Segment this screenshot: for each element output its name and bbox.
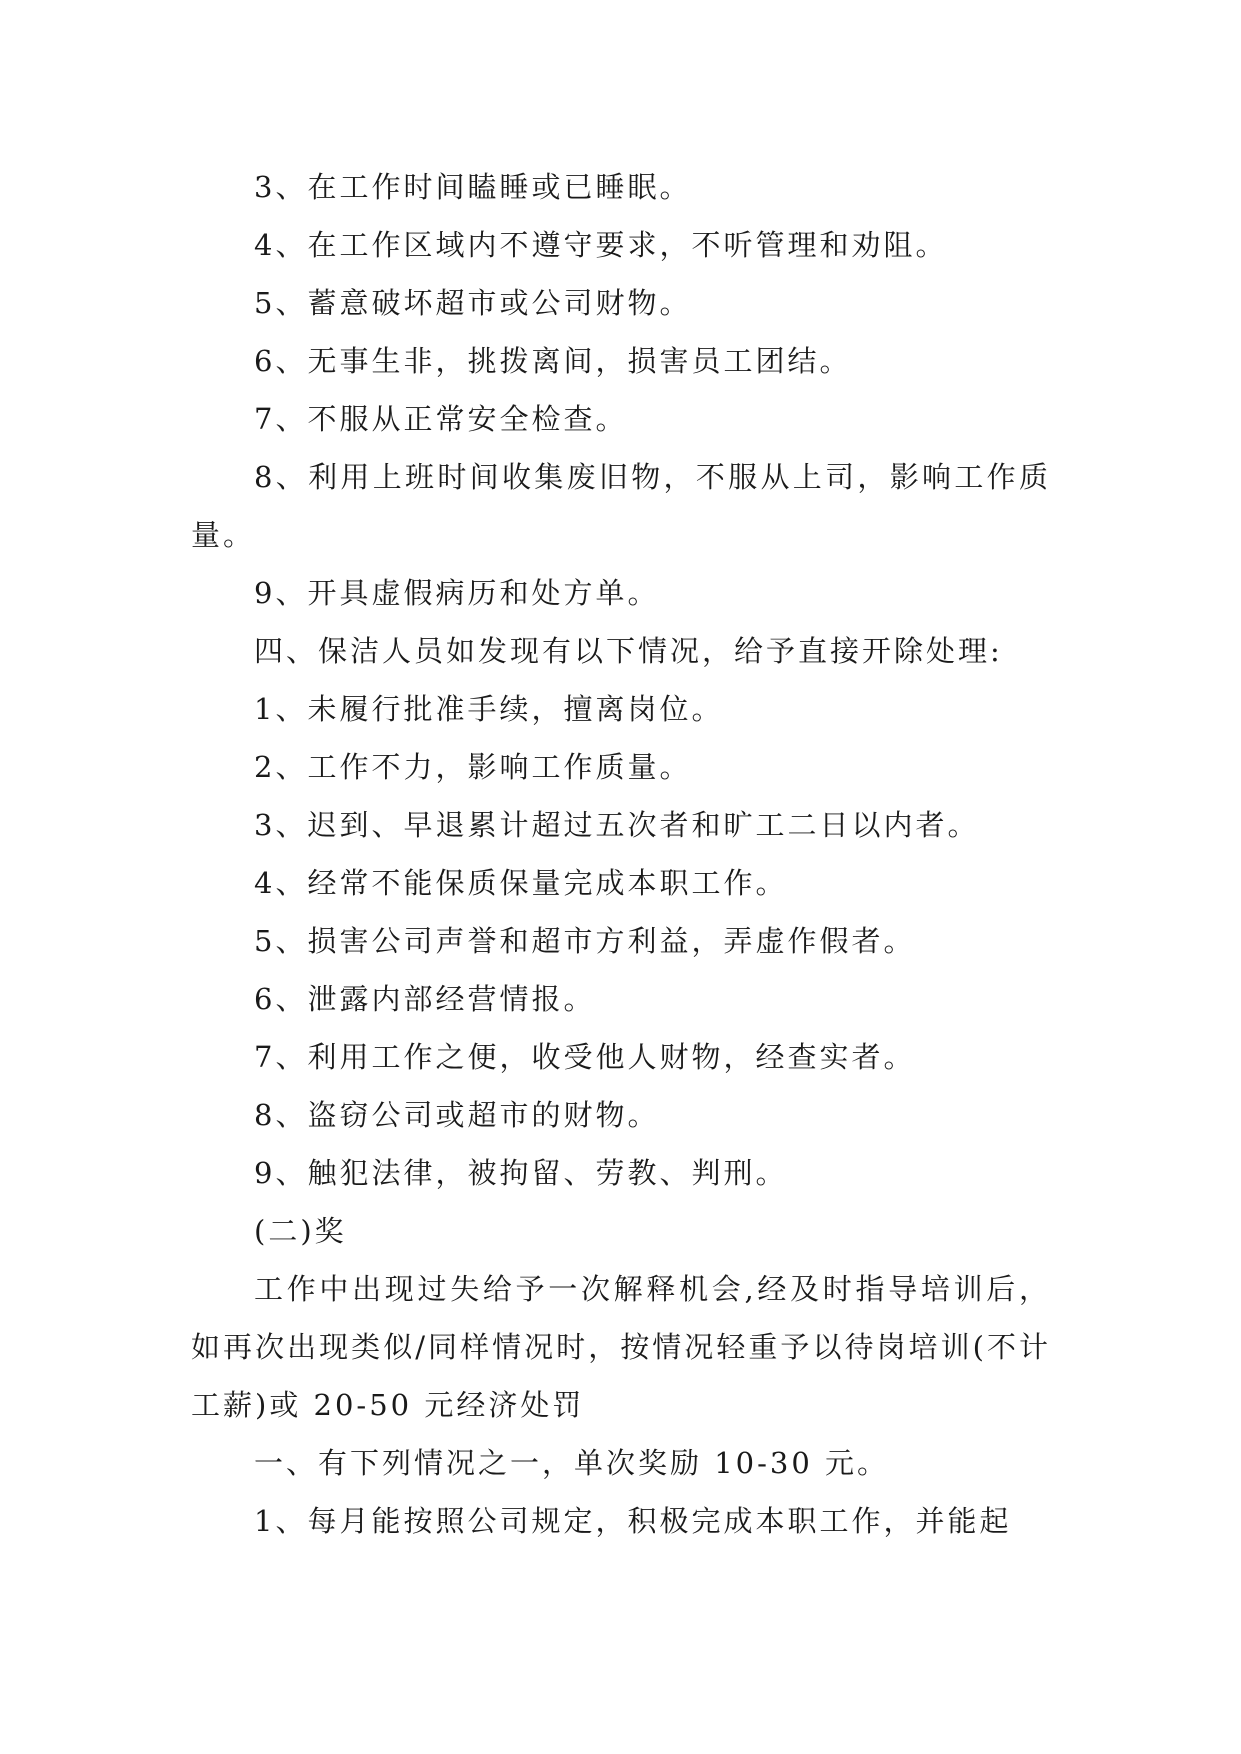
- paragraph: 1、每月能按照公司规定，积极完成本职工作，并能起: [254, 1504, 1012, 1538]
- paragraph: 7、不服从正常安全检查。: [254, 402, 628, 436]
- section-heading: 四、保洁人员如发现有以下情况，给予直接开除处理:: [254, 634, 1003, 668]
- paragraph: 1、未履行批准手续，擅离岗位。: [254, 692, 724, 726]
- paragraph: 2、工作不力，影响工作质量。: [254, 750, 692, 784]
- paragraph: 9、开具虚假病历和处方单。: [254, 576, 660, 610]
- paragraph: 8、利用上班时间收集废旧物，不服从上司，影响工作质量。: [191, 460, 1051, 552]
- paragraph: 6、泄露内部经营情报。: [254, 982, 596, 1016]
- section-heading: 一、有下列情况之一，单次奖励 10-30 元。: [254, 1446, 890, 1480]
- section-heading: (二)奖: [254, 1214, 347, 1248]
- paragraph: 5、损害公司声誉和超市方利益，弄虚作假者。: [254, 924, 916, 958]
- paragraph: 4、经常不能保质保量完成本职工作。: [254, 866, 788, 900]
- paragraph: 8、盗窃公司或超市的财物。: [254, 1098, 660, 1132]
- document-body: [191, 158, 1051, 1550]
- paragraph: 9、触犯法律，被拘留、劳教、判刑。: [254, 1156, 788, 1190]
- paragraph: 6、无事生非，挑拨离间，损害员工团结。: [254, 344, 852, 378]
- paragraph: 3、迟到、早退累计超过五次者和旷工二日以内者。: [254, 808, 980, 842]
- paragraph: 3、在工作时间瞌睡或已睡眠。: [254, 170, 692, 204]
- paragraph: 5、蓄意破坏超市或公司财物。: [254, 286, 692, 320]
- paragraph: 4、在工作区域内不遵守要求，不听管理和劝阻。: [254, 228, 948, 262]
- paragraph: 7、利用工作之便，收受他人财物，经查实者。: [254, 1040, 916, 1074]
- paragraph: 工作中出现过失给予一次解释机会,经及时指导培训后，如再次出现类似/同样情况时，按情况轻重予以待岗培训(不计工薪)或 20-50 元经济处罚: [191, 1272, 1051, 1422]
